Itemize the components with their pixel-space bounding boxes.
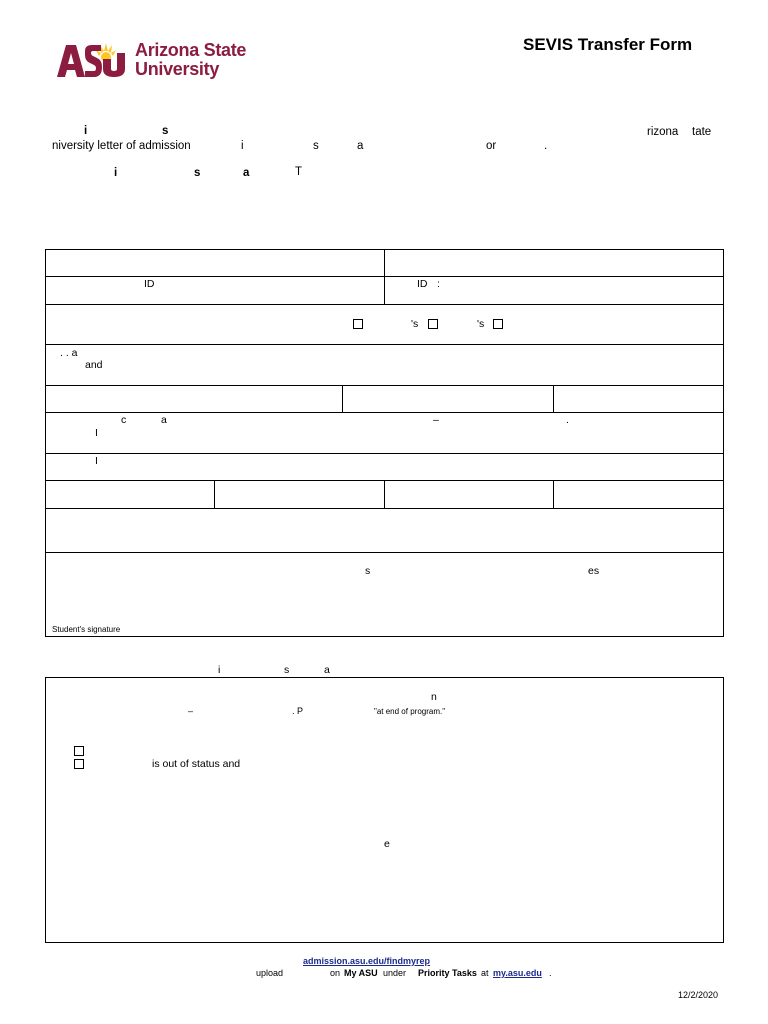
row-fragment: c: [121, 414, 127, 426]
school-heading-fragment: a: [324, 664, 330, 676]
school-fragment: "at end of program.": [374, 707, 446, 716]
school-heading-fragment: s: [284, 664, 290, 676]
school-id-label: ID: [417, 278, 428, 290]
table-col-divider: [553, 480, 554, 508]
logo-line1: Arizona State: [135, 40, 247, 60]
table-divider: [45, 552, 724, 553]
intro-fragment: .: [544, 140, 548, 152]
intro-fragment: niversity letter of admission: [52, 140, 191, 152]
intro-fragment: rizona: [647, 126, 679, 138]
student-signature-label: Student's signature: [52, 625, 121, 634]
school-fragment: . P: [292, 706, 304, 716]
row-fragment: .: [566, 414, 569, 426]
out-of-status-label: is out of status and: [152, 758, 241, 770]
table-col-divider: [342, 385, 343, 412]
footer-under: under: [383, 968, 407, 978]
bachelors-label: 's: [411, 318, 419, 330]
table-divider: [45, 344, 724, 345]
intro-fragment: a: [243, 167, 250, 179]
student-info-table: [45, 249, 724, 637]
status-checkbox[interactable]: [74, 746, 84, 756]
table-divider: [45, 304, 724, 305]
intro-fragment: tate: [692, 126, 712, 138]
row-fragment: I: [95, 455, 98, 467]
revision-date: 12/2/2020: [678, 990, 719, 1000]
my-asu-link[interactable]: my.asu.edu: [493, 968, 542, 978]
form-title: SEVIS Transfer Form: [523, 35, 693, 54]
masters-label: 's: [477, 318, 485, 330]
table-divider: [45, 385, 724, 386]
intro-fragment: T: [295, 166, 303, 178]
row-fragment: es: [588, 565, 600, 577]
footer-upload: upload: [256, 968, 284, 978]
table-divider: [45, 412, 724, 413]
row-fragment: a: [161, 414, 167, 426]
table-col-divider: [214, 480, 215, 508]
row-fragment: . . a: [60, 347, 78, 359]
school-id-colon: :: [437, 278, 440, 290]
footer-on: on: [330, 968, 341, 978]
row-fragment: s: [365, 565, 371, 577]
student-id-label: ID: [144, 278, 155, 290]
table-col-divider: [384, 249, 385, 304]
school-fragment: e: [384, 838, 390, 850]
school-fragment: –: [188, 706, 194, 716]
footer-priority-tasks: Priority Tasks: [418, 968, 477, 978]
intro-fragment: i: [114, 167, 118, 179]
footer-my-asu: My ASU: [344, 968, 378, 978]
table-divider: [45, 453, 724, 454]
footer-at: at: [481, 968, 489, 978]
degree-checkbox[interactable]: [353, 319, 363, 329]
intro-fragment: s: [162, 125, 169, 137]
school-section-box: [45, 677, 724, 943]
logo-line2: University: [135, 59, 220, 79]
school-fragment: n: [431, 691, 437, 703]
row-fragment: –: [433, 414, 439, 426]
table-divider: [45, 508, 724, 509]
table-col-divider: [553, 385, 554, 412]
footer-period: .: [549, 968, 552, 978]
asu-logo-mark: [57, 41, 131, 79]
out-of-status-checkbox[interactable]: [74, 759, 84, 769]
intro-fragment: s: [313, 140, 319, 152]
row-fragment: and: [85, 359, 103, 371]
bachelors-checkbox[interactable]: [428, 319, 438, 329]
intro-fragment: i: [84, 125, 88, 137]
masters-checkbox[interactable]: [493, 319, 503, 329]
row-fragment: I: [95, 427, 98, 439]
asu-logo: [57, 41, 252, 83]
find-my-rep-link[interactable]: admission.asu.edu/findmyrep: [303, 956, 431, 966]
intro-fragment: a: [357, 140, 364, 152]
school-heading-fragment: i: [218, 664, 221, 676]
intro-fragment: i: [241, 140, 244, 152]
intro-fragment: s: [194, 167, 201, 179]
table-col-divider: [384, 480, 385, 508]
intro-fragment: or: [486, 140, 497, 152]
